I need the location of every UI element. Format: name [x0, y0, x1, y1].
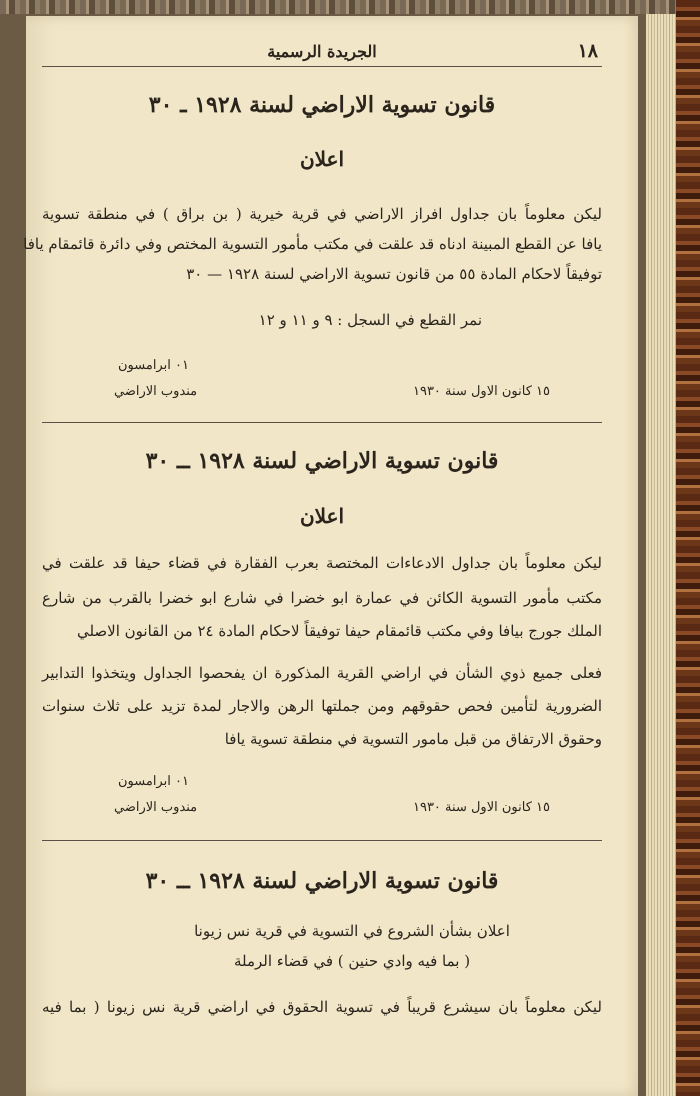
notice-2-para-2-line-1: فعلى جميع ذوي الشأن في اراضي القرية المذكورة ان يفحصوا الجداول ويتخذوا التدابير	[42, 664, 602, 682]
section-rule-1	[42, 422, 602, 423]
notice-2-date: ١٥ كانون الاول سنة ١٩٣٠	[412, 800, 550, 815]
notice-2-para-1-line-3: الملك جورج بيافا وفي مكتب قائمقام حيفا توفيقاً لاحكام المادة ٢٤ من القانون الاصلي	[76, 622, 602, 640]
notice-2-signer-name: ٠١ ابرامسون	[118, 774, 189, 789]
notice-2-para-2-line-3: وحقوق الارتفاق من قبل مامور التسوية في منطقة تسوية يافا	[224, 730, 602, 748]
notice-1-date: ١٥ كانون الاول سنة ١٩٣٠	[412, 384, 550, 399]
page-header	[42, 38, 602, 68]
notice-3-line-1: ليكن معلوماً بان سيشرع قريباً في تسوية الحقوق في اراضي قرية نس زيونا ( بما فيه	[42, 998, 602, 1016]
page-number: ١٨	[577, 40, 598, 62]
section-rule-2	[42, 840, 602, 841]
notice-1-plots: نمر القطع في السجل : ٩ و ١١ و ١٢	[258, 311, 482, 329]
notice-2-para-1-line-2: مكتب مأمور التسوية الكائن في عمارة ابو خضرا في شارع ابو خضرا بالقرب من شارع	[42, 589, 602, 607]
notice-2-signer-title: مندوب الاراضي	[114, 800, 198, 815]
notice-2-title: قانون تسوية الاراضي لسنة ١٩٢٨ ــ ٣٠	[145, 448, 499, 474]
notice-2-para-1-line-1: ليكن معلوماً بان جداول الادعاءات المختصة بعرب الفقارة في قضاء حيفا قد علقت في	[42, 554, 602, 572]
journal-name: الجريدة الرسمية	[267, 42, 377, 61]
notice-1-line-3: توفيقاً لاحكام المادة ٥٥ من قانون تسوية الاراضي لسنة ١٩٢٨ — ٣٠	[186, 265, 602, 283]
notice-1-line-2: يافا عن القطع المبينة ادناه قد علقت في مكتب مأمور التسوية المختص وفي دائرة قائمقام يافا	[23, 235, 602, 253]
marbled-cover-edge	[676, 0, 700, 1096]
notice-3-heading-line-1: اعلان بشأن الشروع في التسوية في قرية نس زيونا	[194, 922, 510, 940]
notice-1-title: قانون تسوية الاراضي لسنة ١٩٢٨ ـ ٣٠	[148, 92, 496, 118]
header-rule	[42, 66, 602, 67]
notice-3-heading-line-2: ( بما فيه وادي حنين ) في قضاء الرملة	[233, 952, 471, 970]
page-edges	[646, 14, 676, 1096]
notice-2-para-2-line-2: الضرورية لتأمين فحص حقوقهم ومن جملتها الرهن والاجار لمدة تزيد على ثلاث سنوات	[42, 697, 602, 715]
notice-1-heading: اعلان	[299, 147, 345, 171]
notice-1-signer-title: مندوب الاراضي	[114, 384, 198, 399]
marbled-cover-top	[0, 0, 700, 14]
notice-3-title: قانون تسوية الاراضي لسنة ١٩٢٨ ــ ٣٠	[145, 868, 499, 894]
notice-1-line-1: ليكن معلوماً بان جداول افراز الاراضي في قرية خيرية ( بن براق ) في منطقة تسوية	[42, 205, 602, 223]
notice-2-heading: اعلان	[299, 504, 345, 528]
gazette-page	[23, 16, 638, 1096]
notice-1-signer-name: ٠١ ابرامسون	[118, 358, 189, 373]
